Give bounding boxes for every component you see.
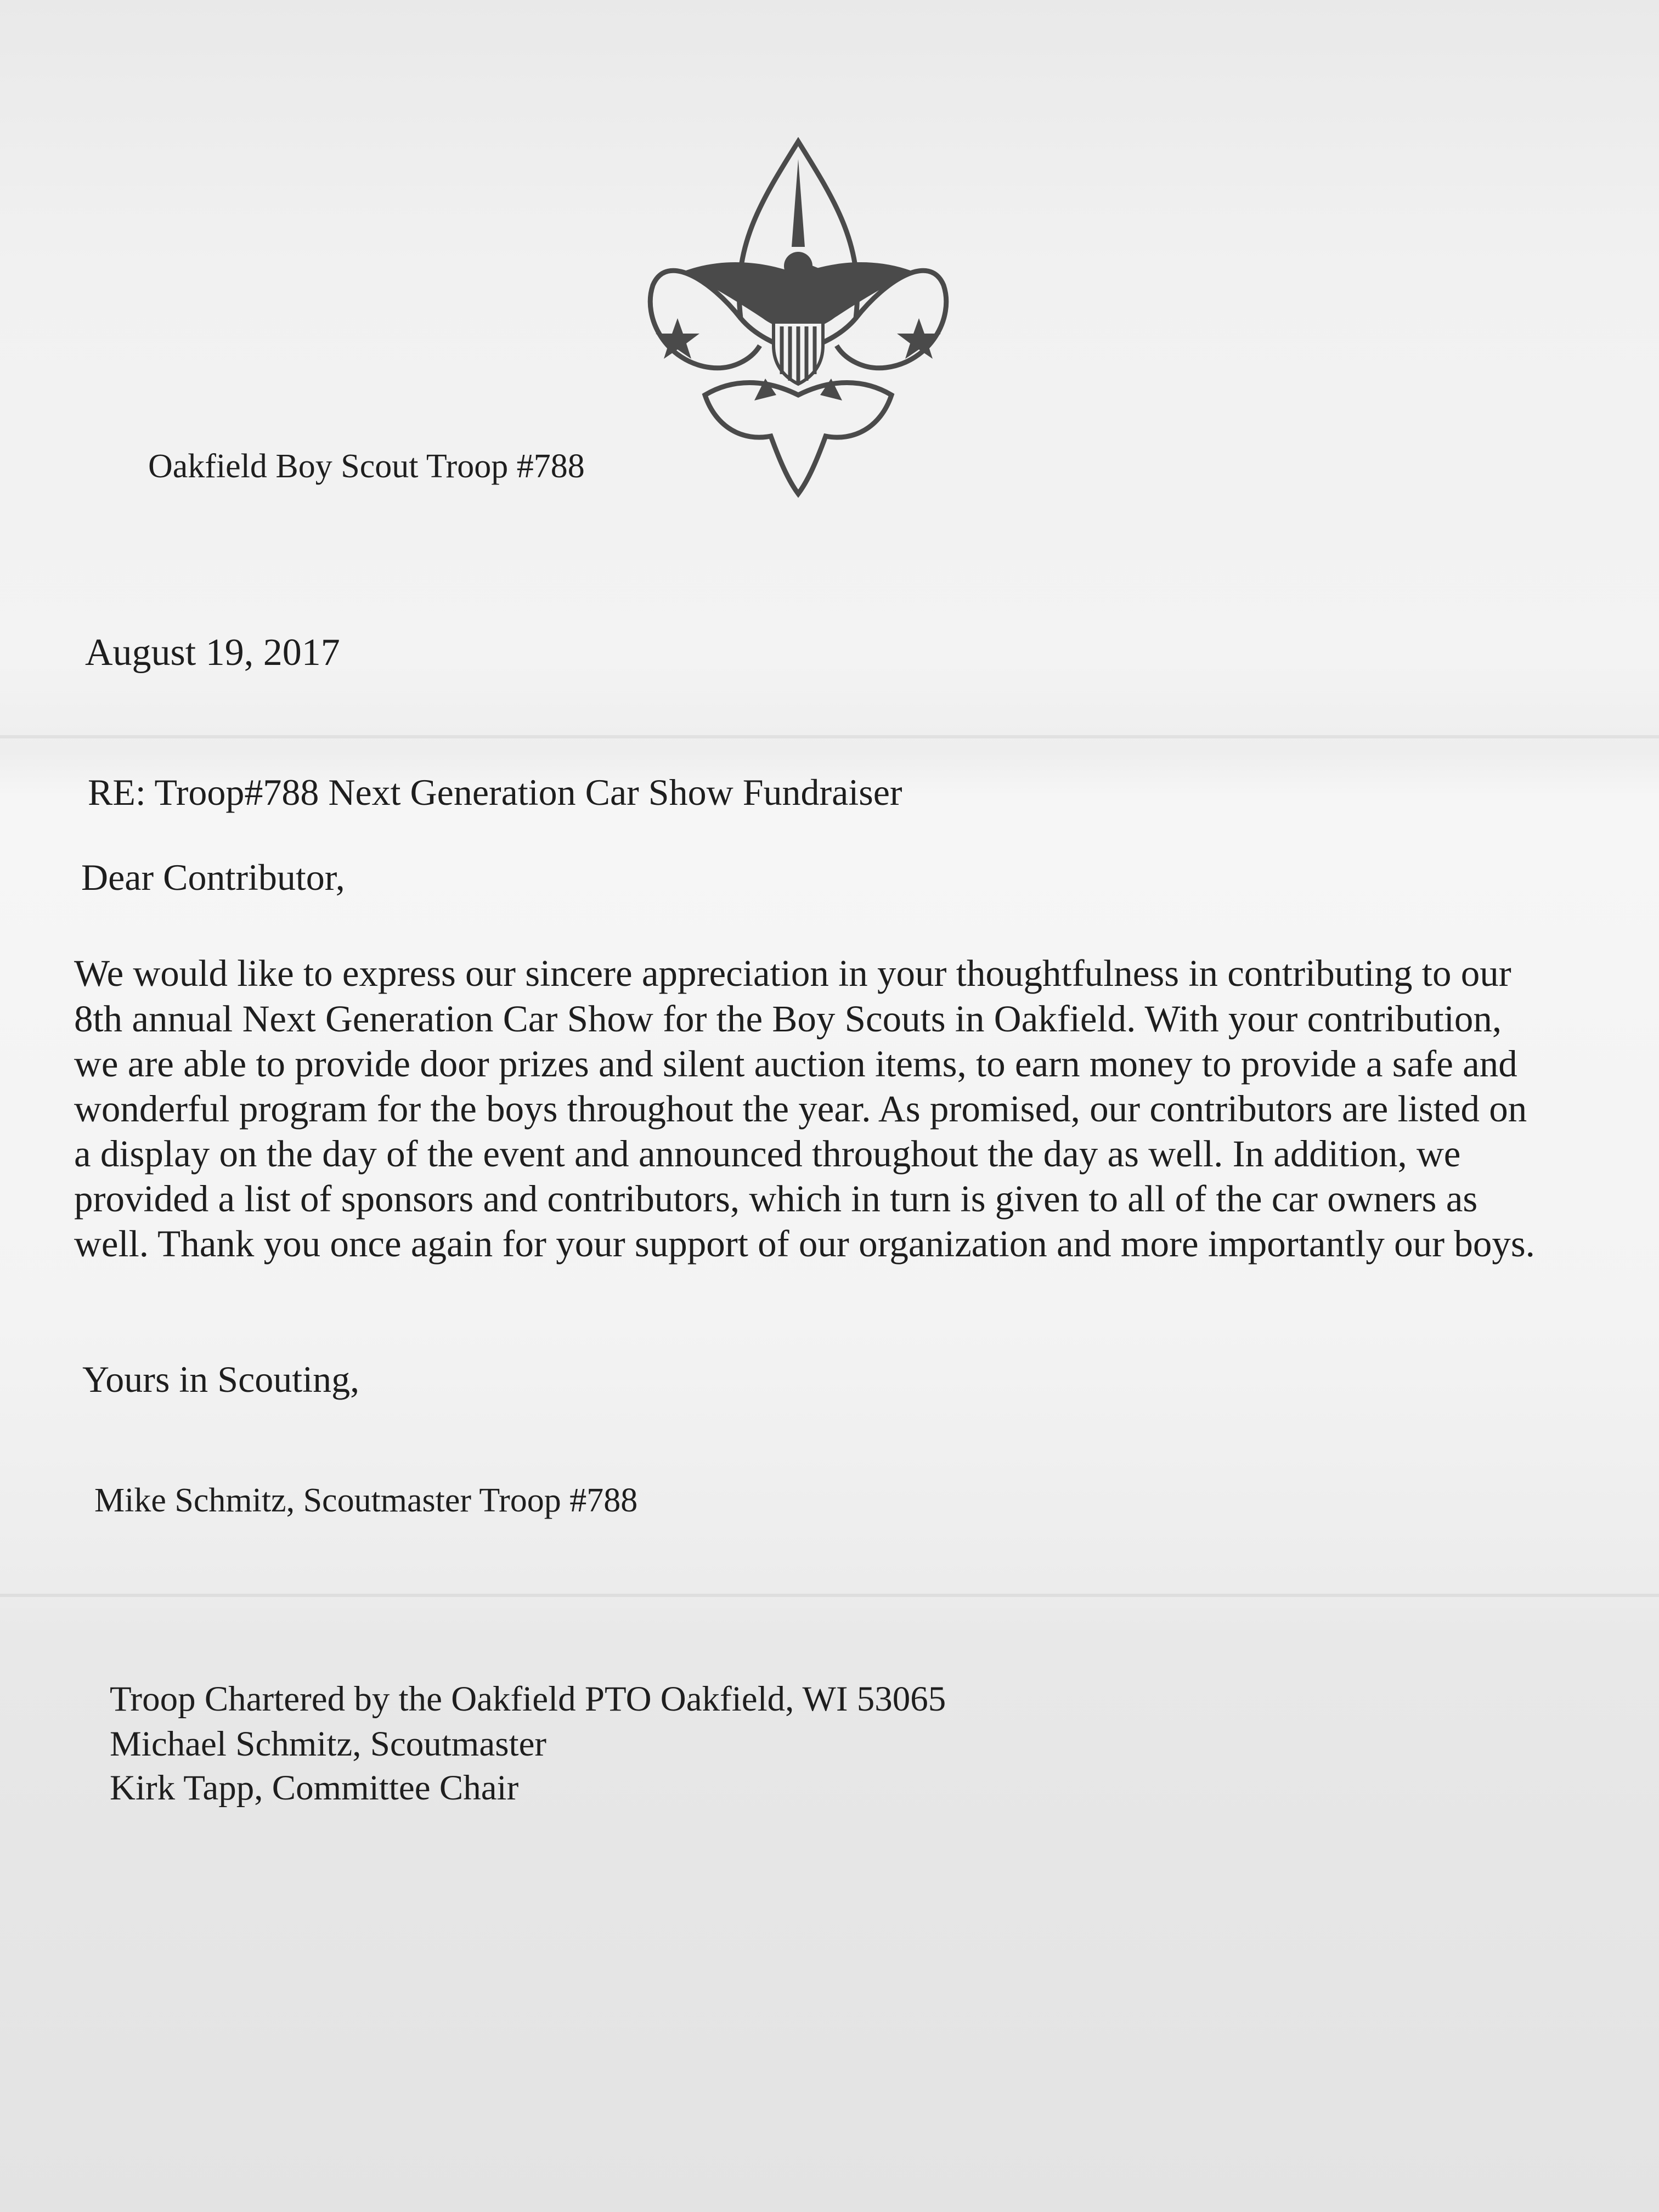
salutation: Dear Contributor, bbox=[81, 856, 345, 898]
signer-name: Mike Schmitz, Scoutmaster Troop #788 bbox=[94, 1482, 638, 1519]
closing: Yours in Scouting, bbox=[82, 1358, 360, 1400]
footer-line: Michael Schmitz, Scoutmaster bbox=[110, 1724, 547, 1764]
body-line: we are able to provide door prizes and silent auction items, to earn money to provide a safe and bbox=[74, 1043, 1517, 1085]
footer-line: Troop Chartered by the Oakfield PTO Oakfield, WI 53065 bbox=[110, 1679, 946, 1719]
paper-fold-line bbox=[0, 735, 1659, 738]
body-line: provided a list of sponsors and contributors, which in turn is given to all of the car owners as bbox=[74, 1178, 1478, 1220]
subject-line: RE: Troop#788 Next Generation Car Show Fundraiser bbox=[88, 771, 902, 813]
letter-date: August 19, 2017 bbox=[85, 631, 340, 674]
body-line: wonderful program for the boys throughout the year. As promised, our contributors are listed on bbox=[74, 1088, 1527, 1130]
fleur-de-lis-eagle-icon bbox=[645, 137, 952, 499]
letterhead-organization: Oakfield Boy Scout Troop #788 bbox=[148, 448, 585, 485]
body-line: We would like to express our sincere appreciation in your thoughtfulness in contributing to our bbox=[74, 952, 1511, 994]
paper-fold-line bbox=[0, 1594, 1659, 1597]
body-line: well. Thank you once again for your support of our organization and more importantly our boys. bbox=[74, 1223, 1535, 1265]
footer-line: Kirk Tapp, Committee Chair bbox=[110, 1768, 519, 1808]
body-line: a display on the day of the event and announced throughout the day as well. In addition, we bbox=[74, 1133, 1461, 1175]
body-line: 8th annual Next Generation Car Show for the Boy Scouts in Oakfield. With your contribution, bbox=[74, 998, 1502, 1040]
